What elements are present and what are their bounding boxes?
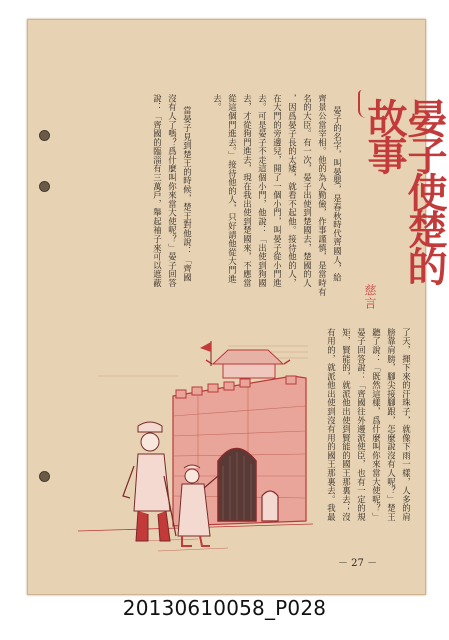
text-column: 晏子的名字，叫晏嬰，是春秋時代齊國人，給 [332, 106, 343, 282]
punch-hole [39, 181, 50, 192]
text-column: 了天，揮下來的汗珠子，就像下雨一樣，人多的肩 [401, 328, 412, 522]
punch-hole [39, 471, 50, 482]
title-block [356, 90, 448, 316]
text-column: 名的大臣。有一次，晏子出使到楚國去，楚國的人 [302, 94, 313, 288]
image-id-caption: 20130610058_P028 [122, 596, 327, 620]
text-column: 說：「齊國的臨淄有三萬戶，舉起袖子來可以遮蔽 [152, 94, 163, 288]
text-column: 在大門的旁邊兒，開了一個小門，叫晏子從小門進 [272, 94, 283, 288]
document-page [27, 19, 448, 595]
text-column: 去。 [212, 94, 223, 112]
text-column: 去。可是晏子不走這個小門，他說：「出使到狗國 [257, 94, 268, 288]
text-column: 矩，賢能的，就派他出使到賢能的國王那裏去；沒 [341, 328, 352, 522]
text-column: 從這個門進去。」接待他的人，只好請他從大門進 [227, 94, 238, 284]
page-number: － 27 － [338, 558, 378, 569]
text-column: 有用的，就派他出使到沒有用的國王那裏去。我最 [326, 328, 337, 522]
text-column: 去，才從狗門進去，現在我出使到楚國來，不應當 [242, 94, 253, 288]
text-column: 當晏子見到楚王的時候，楚王對他說：「齊國 [182, 106, 193, 282]
text-column: 聽了說：「既然這樣，爲什麼叫你來當大使呢？」 [371, 328, 382, 522]
text-column: 沒有人了嗎？爲什麼叫你來當大使呢？」晏子回答 [167, 94, 178, 288]
punch-hole [39, 130, 50, 141]
text-column: 膀靠肩膀，腳尖接腳跟，怎麼說沒有人呢？」楚王 [386, 328, 397, 522]
story-title: 晏子使楚的故事 [361, 98, 448, 283]
text-column: 齊景公當宰相。他的為人勤儉，作事謹慎，是當時有 [317, 94, 328, 297]
text-column: ，因爲晏子長的太矮，就看不起他。接待他的人， [287, 94, 298, 288]
author-name: 慈言 [363, 284, 377, 310]
city-gate-illustration [78, 336, 313, 571]
text-column: 晏子回答說：「齊國往外邊派使臣，也有一定的規 [356, 328, 367, 522]
